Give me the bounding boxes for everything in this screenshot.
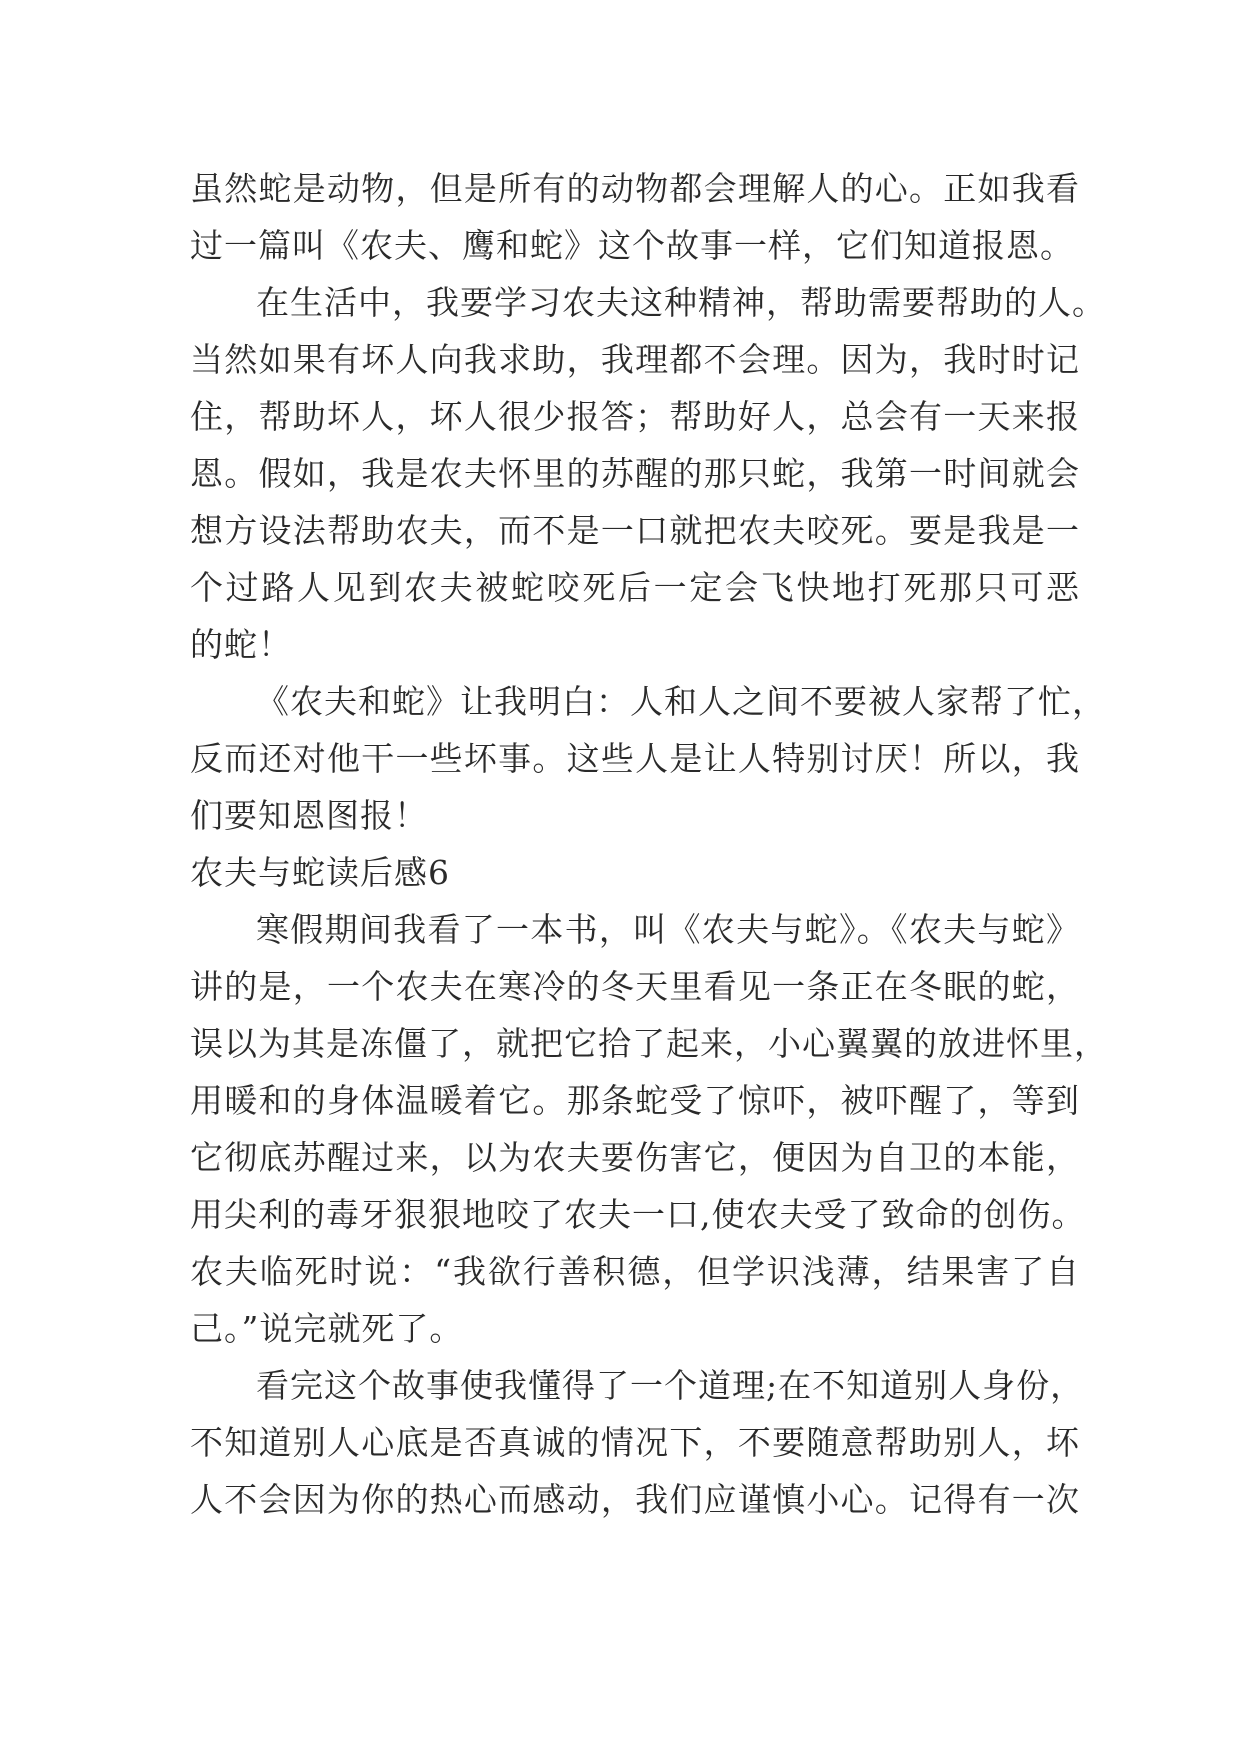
text-line: 人不会因为你的热心而感动，我们应谨慎小心。记得有一次 — [190, 1480, 1080, 1519]
text-line: 寒假期间我看了一本书，叫《农夫与蛇》。《农夫与蛇》 — [256, 910, 1080, 949]
text-line: 住，帮助坏人，坏人很少报答；帮助好人，总会有一天来报 — [190, 397, 1080, 436]
text-line: 用暖和的身体温暖着它。那条蛇受了惊吓，被吓醒了，等到 — [190, 1081, 1080, 1120]
text-line: 当然如果有坏人向我求助，我理都不会理。因为，我时时记 — [190, 340, 1080, 379]
paragraph — [190, 901, 1108, 1357]
heading-text: 农夫与蛇读后感6 — [190, 853, 450, 892]
text-line: 想方设法帮助农夫，而不是一口就把农夫咬死。要是我是一 — [190, 511, 1080, 550]
paragraph — [190, 160, 1080, 274]
text-line: 在生活中，我要学习农夫这种精神，帮助需要帮助的人。 — [256, 283, 1106, 322]
text-line: 的蛇！ — [190, 625, 292, 664]
text-line: 不知道别人心底是否真诚的情况下，不要随意帮助别人，坏 — [190, 1423, 1080, 1462]
text-line: 反而还对他干一些坏事。这些人是让人特别讨厌！所以，我 — [190, 739, 1080, 778]
paragraph — [190, 673, 1106, 844]
text-line: 们要知恩图报！ — [190, 796, 428, 835]
section-heading — [190, 844, 1080, 901]
text-line: 《农夫和蛇》让我明白：人和人之间不要被人家帮了忙， — [256, 682, 1106, 721]
text-line: 过一篇叫《农夫、鹰和蛇》这个故事一样，它们知道报恩。 — [190, 226, 1074, 265]
text-line: 它彻底苏醒过来，以为农夫要伤害它，便因为自卫的本能， — [190, 1138, 1080, 1177]
text-line: 讲的是，一个农夫在寒冷的冬天里看见一条正在冬眠的蛇， — [190, 967, 1080, 1006]
text-line: 个过路人见到农夫被蛇咬死后一定会飞快地打死那只可恶 — [190, 568, 1080, 607]
text-line: 看完这个故事使我懂得了一个道理;在不知道别人身份， — [256, 1366, 1085, 1405]
text-line: 虽然蛇是动物，但是所有的动物都会理解人的心。正如我看 — [190, 169, 1080, 208]
document-body — [190, 160, 1108, 1528]
text-line: 恩。假如，我是农夫怀里的苏醒的那只蛇，我第一时间就会 — [190, 454, 1080, 493]
text-line: 误以为其是冻僵了，就把它拾了起来，小心翼翼的放进怀里， — [190, 1024, 1108, 1063]
text-line: 农夫临死时说：“我欲行善积德，但学识浅薄，结果害了自 — [190, 1252, 1080, 1291]
paragraph — [190, 274, 1106, 673]
paragraph — [190, 1357, 1085, 1528]
text-line: 己。”说完就死了。 — [190, 1309, 464, 1348]
text-line: 用尖利的毒牙狠狠地咬了农夫一口,使农夫受了致命的创伤。 — [190, 1195, 1086, 1234]
